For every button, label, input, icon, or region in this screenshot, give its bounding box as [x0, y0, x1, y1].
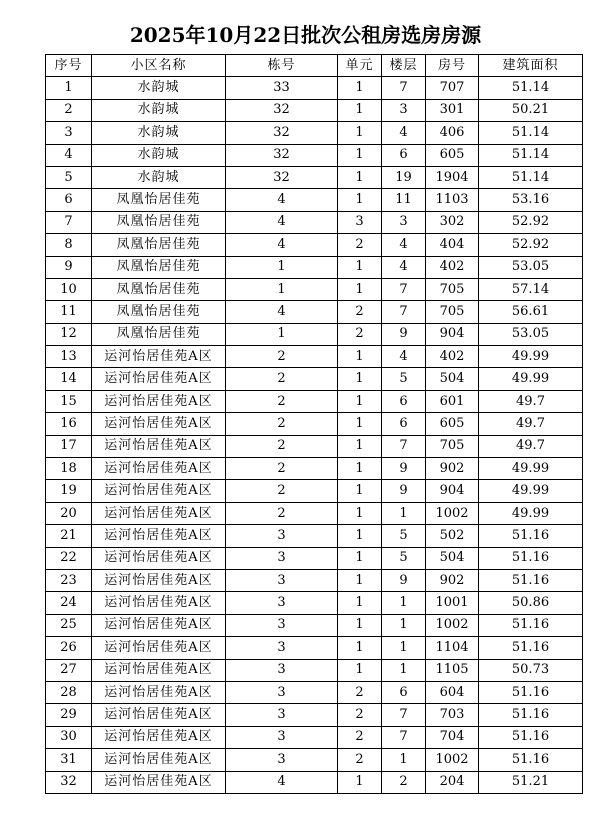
- cell-floor: 7: [382, 435, 426, 457]
- cell-serial-number: 32: [46, 771, 92, 793]
- cell-serial-number: 2: [46, 99, 92, 121]
- cell-floor: 6: [382, 413, 426, 435]
- cell-community-name: 水韵城: [92, 144, 226, 166]
- cell-unit: 1: [338, 144, 382, 166]
- table-row: [46, 637, 583, 659]
- cell-room-number: 204: [426, 771, 479, 793]
- cell-building-number: 3: [226, 704, 338, 726]
- cell-unit: 1: [338, 77, 382, 99]
- cell-floor-area: 49.99: [479, 346, 583, 368]
- housing-listing-table: [45, 54, 583, 794]
- cell-unit: 1: [338, 614, 382, 636]
- cell-building-number: 2: [226, 458, 338, 480]
- table-row: [46, 502, 583, 524]
- cell-building-number: 2: [226, 480, 338, 502]
- header-serial-number: 序号: [46, 55, 92, 77]
- cell-community-name: 凤凰怡居佳苑: [92, 323, 226, 345]
- table-row: [46, 525, 583, 547]
- table-row: [46, 480, 583, 502]
- cell-unit: 1: [338, 771, 382, 793]
- cell-community-name: 运河怡居佳苑A区: [92, 413, 226, 435]
- table-row: [46, 592, 583, 614]
- cell-unit: 1: [338, 502, 382, 524]
- cell-floor-area: 51.16: [479, 547, 583, 569]
- cell-floor: 1: [382, 592, 426, 614]
- cell-unit: 1: [338, 525, 382, 547]
- cell-unit: 1: [338, 413, 382, 435]
- cell-unit: 1: [338, 592, 382, 614]
- cell-unit: 2: [338, 681, 382, 703]
- cell-floor: 5: [382, 368, 426, 390]
- cell-serial-number: 24: [46, 592, 92, 614]
- cell-serial-number: 30: [46, 726, 92, 748]
- cell-floor: 6: [382, 390, 426, 412]
- cell-room-number: 703: [426, 704, 479, 726]
- cell-community-name: 运河怡居佳苑A区: [92, 435, 226, 457]
- cell-floor-area: 51.16: [479, 726, 583, 748]
- cell-unit: 1: [338, 547, 382, 569]
- cell-floor: 5: [382, 547, 426, 569]
- cell-floor-area: 49.7: [479, 413, 583, 435]
- cell-unit: 1: [338, 435, 382, 457]
- table-row: [46, 77, 583, 99]
- cell-floor-area: 49.99: [479, 458, 583, 480]
- cell-floor-area: 53.05: [479, 256, 583, 278]
- cell-building-number: 32: [226, 144, 338, 166]
- cell-community-name: 运河怡居佳苑A区: [92, 525, 226, 547]
- cell-floor-area: 51.16: [479, 704, 583, 726]
- cell-community-name: 运河怡居佳苑A区: [92, 681, 226, 703]
- cell-serial-number: 3: [46, 122, 92, 144]
- cell-unit: 3: [338, 211, 382, 233]
- cell-building-number: 4: [226, 189, 338, 211]
- cell-serial-number: 26: [46, 637, 92, 659]
- cell-community-name: 运河怡居佳苑A区: [92, 569, 226, 591]
- cell-serial-number: 1: [46, 77, 92, 99]
- header-building-number: 栋号: [226, 55, 338, 77]
- cell-community-name: 水韵城: [92, 166, 226, 188]
- cell-room-number: 1904: [426, 166, 479, 188]
- cell-community-name: 运河怡居佳苑A区: [92, 390, 226, 412]
- cell-floor-area: 51.14: [479, 166, 583, 188]
- cell-building-number: 1: [226, 256, 338, 278]
- cell-unit: 2: [338, 726, 382, 748]
- cell-floor: 7: [382, 278, 426, 300]
- cell-building-number: 4: [226, 234, 338, 256]
- cell-serial-number: 31: [46, 749, 92, 771]
- cell-room-number: 707: [426, 77, 479, 99]
- cell-building-number: 3: [226, 726, 338, 748]
- cell-floor-area: 49.7: [479, 390, 583, 412]
- cell-room-number: 705: [426, 301, 479, 323]
- cell-room-number: 601: [426, 390, 479, 412]
- cell-floor-area: 49.99: [479, 480, 583, 502]
- cell-room-number: 504: [426, 368, 479, 390]
- cell-unit: 1: [338, 390, 382, 412]
- cell-serial-number: 8: [46, 234, 92, 256]
- cell-floor: 19: [382, 166, 426, 188]
- cell-unit: 1: [338, 122, 382, 144]
- cell-serial-number: 20: [46, 502, 92, 524]
- table-row: [46, 390, 583, 412]
- cell-serial-number: 22: [46, 547, 92, 569]
- cell-building-number: 1: [226, 323, 338, 345]
- cell-community-name: 运河怡居佳苑A区: [92, 637, 226, 659]
- cell-floor: 1: [382, 659, 426, 681]
- cell-building-number: 2: [226, 502, 338, 524]
- cell-floor: 1: [382, 749, 426, 771]
- cell-floor: 5: [382, 525, 426, 547]
- table-row: [46, 614, 583, 636]
- table-row: [46, 458, 583, 480]
- cell-room-number: 404: [426, 234, 479, 256]
- cell-floor-area: 50.73: [479, 659, 583, 681]
- cell-community-name: 凤凰怡居佳苑: [92, 234, 226, 256]
- table-row: [46, 234, 583, 256]
- table-row: [46, 256, 583, 278]
- cell-unit: 1: [338, 189, 382, 211]
- cell-floor: 9: [382, 323, 426, 345]
- table-row: [46, 99, 583, 121]
- table-row: [46, 749, 583, 771]
- table-row: [46, 569, 583, 591]
- cell-building-number: 1: [226, 278, 338, 300]
- cell-unit: 1: [338, 346, 382, 368]
- cell-unit: 2: [338, 749, 382, 771]
- cell-room-number: 902: [426, 569, 479, 591]
- header-community-name: 小区名称: [92, 55, 226, 77]
- table-row: [46, 122, 583, 144]
- cell-community-name: 水韵城: [92, 99, 226, 121]
- cell-floor-area: 57.14: [479, 278, 583, 300]
- cell-unit: 1: [338, 256, 382, 278]
- cell-floor-area: 51.14: [479, 77, 583, 99]
- table-row: [46, 211, 583, 233]
- table-row: [46, 681, 583, 703]
- cell-community-name: 运河怡居佳苑A区: [92, 726, 226, 748]
- cell-floor: 7: [382, 704, 426, 726]
- table-row: [46, 413, 583, 435]
- page-title: 2025年10月22日批次公租房选房房源: [129, 23, 482, 47]
- cell-floor-area: 49.7: [479, 435, 583, 457]
- cell-serial-number: 16: [46, 413, 92, 435]
- table-row: [46, 547, 583, 569]
- cell-building-number: 4: [226, 301, 338, 323]
- cell-floor-area: 52.92: [479, 211, 583, 233]
- header-unit: 单元: [338, 55, 382, 77]
- cell-floor: 6: [382, 681, 426, 703]
- cell-floor: 1: [382, 614, 426, 636]
- cell-building-number: 4: [226, 771, 338, 793]
- cell-floor: 6: [382, 144, 426, 166]
- table-row: [46, 144, 583, 166]
- table-row: [46, 659, 583, 681]
- cell-room-number: 406: [426, 122, 479, 144]
- cell-unit: 1: [338, 637, 382, 659]
- cell-building-number: 3: [226, 525, 338, 547]
- cell-unit: 1: [338, 166, 382, 188]
- table-row: [46, 166, 583, 188]
- cell-community-name: 凤凰怡居佳苑: [92, 189, 226, 211]
- cell-community-name: 运河怡居佳苑A区: [92, 659, 226, 681]
- cell-building-number: 32: [226, 166, 338, 188]
- cell-community-name: 运河怡居佳苑A区: [92, 502, 226, 524]
- cell-serial-number: 6: [46, 189, 92, 211]
- cell-serial-number: 14: [46, 368, 92, 390]
- cell-floor: 11: [382, 189, 426, 211]
- cell-building-number: 3: [226, 569, 338, 591]
- table-row: [46, 278, 583, 300]
- cell-floor-area: 51.21: [479, 771, 583, 793]
- cell-community-name: 运河怡居佳苑A区: [92, 749, 226, 771]
- cell-room-number: 302: [426, 211, 479, 233]
- cell-floor-area: 52.92: [479, 234, 583, 256]
- cell-room-number: 1002: [426, 614, 479, 636]
- cell-floor-area: 50.86: [479, 592, 583, 614]
- cell-room-number: 502: [426, 525, 479, 547]
- cell-room-number: 301: [426, 99, 479, 121]
- cell-room-number: 705: [426, 435, 479, 457]
- cell-unit: 1: [338, 659, 382, 681]
- table-row: [46, 771, 583, 793]
- cell-serial-number: 25: [46, 614, 92, 636]
- cell-community-name: 运河怡居佳苑A区: [92, 592, 226, 614]
- cell-floor-area: 51.16: [479, 525, 583, 547]
- cell-serial-number: 27: [46, 659, 92, 681]
- cell-room-number: 1001: [426, 592, 479, 614]
- cell-floor-area: 51.14: [479, 144, 583, 166]
- cell-building-number: 2: [226, 435, 338, 457]
- cell-room-number: 704: [426, 726, 479, 748]
- cell-building-number: 32: [226, 122, 338, 144]
- cell-community-name: 凤凰怡居佳苑: [92, 211, 226, 233]
- cell-serial-number: 21: [46, 525, 92, 547]
- cell-floor: 7: [382, 77, 426, 99]
- cell-floor-area: 51.16: [479, 749, 583, 771]
- cell-floor-area: 51.16: [479, 614, 583, 636]
- cell-serial-number: 4: [46, 144, 92, 166]
- cell-room-number: 705: [426, 278, 479, 300]
- cell-floor: 2: [382, 771, 426, 793]
- table-header-row: [46, 55, 583, 77]
- cell-serial-number: 12: [46, 323, 92, 345]
- cell-building-number: 32: [226, 99, 338, 121]
- cell-floor-area: 49.99: [479, 502, 583, 524]
- cell-serial-number: 5: [46, 166, 92, 188]
- cell-room-number: 904: [426, 480, 479, 502]
- cell-community-name: 运河怡居佳苑A区: [92, 346, 226, 368]
- table-row: [46, 726, 583, 748]
- cell-serial-number: 17: [46, 435, 92, 457]
- cell-building-number: 3: [226, 637, 338, 659]
- table-body: [46, 77, 583, 794]
- cell-floor: 4: [382, 346, 426, 368]
- table-row: [46, 301, 583, 323]
- cell-room-number: 605: [426, 144, 479, 166]
- cell-room-number: 904: [426, 323, 479, 345]
- cell-community-name: 运河怡居佳苑A区: [92, 480, 226, 502]
- cell-community-name: 运河怡居佳苑A区: [92, 368, 226, 390]
- cell-serial-number: 23: [46, 569, 92, 591]
- cell-unit: 1: [338, 368, 382, 390]
- table-row: [46, 346, 583, 368]
- cell-floor: 1: [382, 502, 426, 524]
- cell-room-number: 1002: [426, 749, 479, 771]
- cell-room-number: 604: [426, 681, 479, 703]
- cell-unit: 1: [338, 569, 382, 591]
- cell-community-name: 运河怡居佳苑A区: [92, 614, 226, 636]
- cell-unit: 2: [338, 234, 382, 256]
- cell-floor-area: 51.16: [479, 681, 583, 703]
- cell-serial-number: 9: [46, 256, 92, 278]
- cell-serial-number: 29: [46, 704, 92, 726]
- cell-floor: 4: [382, 234, 426, 256]
- cell-room-number: 402: [426, 256, 479, 278]
- cell-floor: 9: [382, 480, 426, 502]
- cell-community-name: 水韵城: [92, 77, 226, 99]
- cell-building-number: 3: [226, 659, 338, 681]
- cell-building-number: 3: [226, 592, 338, 614]
- cell-room-number: 1105: [426, 659, 479, 681]
- cell-serial-number: 15: [46, 390, 92, 412]
- cell-building-number: 2: [226, 413, 338, 435]
- cell-floor: 3: [382, 99, 426, 121]
- cell-floor-area: 53.05: [479, 323, 583, 345]
- cell-floor: 9: [382, 458, 426, 480]
- cell-room-number: 1104: [426, 637, 479, 659]
- cell-floor: 3: [382, 211, 426, 233]
- cell-community-name: 水韵城: [92, 122, 226, 144]
- header-room-number: 房号: [426, 55, 479, 77]
- cell-building-number: 33: [226, 77, 338, 99]
- cell-building-number: 2: [226, 346, 338, 368]
- cell-community-name: 运河怡居佳苑A区: [92, 458, 226, 480]
- header-floor: 楼层: [382, 55, 426, 77]
- cell-room-number: 902: [426, 458, 479, 480]
- cell-floor-area: 56.61: [479, 301, 583, 323]
- cell-room-number: 605: [426, 413, 479, 435]
- cell-unit: 1: [338, 278, 382, 300]
- cell-building-number: 2: [226, 368, 338, 390]
- cell-unit: 1: [338, 480, 382, 502]
- table-row: [46, 323, 583, 345]
- cell-serial-number: 11: [46, 301, 92, 323]
- cell-building-number: 3: [226, 749, 338, 771]
- table-row: [46, 189, 583, 211]
- cell-room-number: 1002: [426, 502, 479, 524]
- cell-unit: 2: [338, 301, 382, 323]
- cell-unit: 1: [338, 458, 382, 480]
- cell-floor-area: 50.21: [479, 99, 583, 121]
- cell-community-name: 运河怡居佳苑A区: [92, 704, 226, 726]
- table-row: [46, 704, 583, 726]
- cell-floor-area: 51.16: [479, 569, 583, 591]
- cell-serial-number: 13: [46, 346, 92, 368]
- cell-building-number: 4: [226, 211, 338, 233]
- cell-building-number: 3: [226, 681, 338, 703]
- cell-floor: 4: [382, 122, 426, 144]
- cell-floor-area: 51.14: [479, 122, 583, 144]
- cell-floor-area: 51.16: [479, 637, 583, 659]
- cell-serial-number: 7: [46, 211, 92, 233]
- table-row: [46, 368, 583, 390]
- table-row: [46, 435, 583, 457]
- cell-floor: 1: [382, 637, 426, 659]
- cell-community-name: 运河怡居佳苑A区: [92, 547, 226, 569]
- cell-floor-area: 49.99: [479, 368, 583, 390]
- cell-floor: 4: [382, 256, 426, 278]
- cell-serial-number: 10: [46, 278, 92, 300]
- header-floor-area: 建筑面积: [479, 55, 583, 77]
- cell-floor: 7: [382, 726, 426, 748]
- cell-room-number: 504: [426, 547, 479, 569]
- cell-building-number: 2: [226, 390, 338, 412]
- cell-unit: 2: [338, 323, 382, 345]
- cell-building-number: 3: [226, 547, 338, 569]
- cell-room-number: 1103: [426, 189, 479, 211]
- cell-floor-area: 53.16: [479, 189, 583, 211]
- cell-community-name: 凤凰怡居佳苑: [92, 278, 226, 300]
- cell-community-name: 运河怡居佳苑A区: [92, 771, 226, 793]
- cell-unit: 2: [338, 704, 382, 726]
- cell-building-number: 3: [226, 614, 338, 636]
- cell-unit: 1: [338, 99, 382, 121]
- cell-floor: 9: [382, 569, 426, 591]
- cell-room-number: 402: [426, 346, 479, 368]
- cell-serial-number: 28: [46, 681, 92, 703]
- cell-serial-number: 19: [46, 480, 92, 502]
- cell-community-name: 凤凰怡居佳苑: [92, 301, 226, 323]
- cell-floor: 7: [382, 301, 426, 323]
- cell-community-name: 凤凰怡居佳苑: [92, 256, 226, 278]
- cell-serial-number: 18: [46, 458, 92, 480]
